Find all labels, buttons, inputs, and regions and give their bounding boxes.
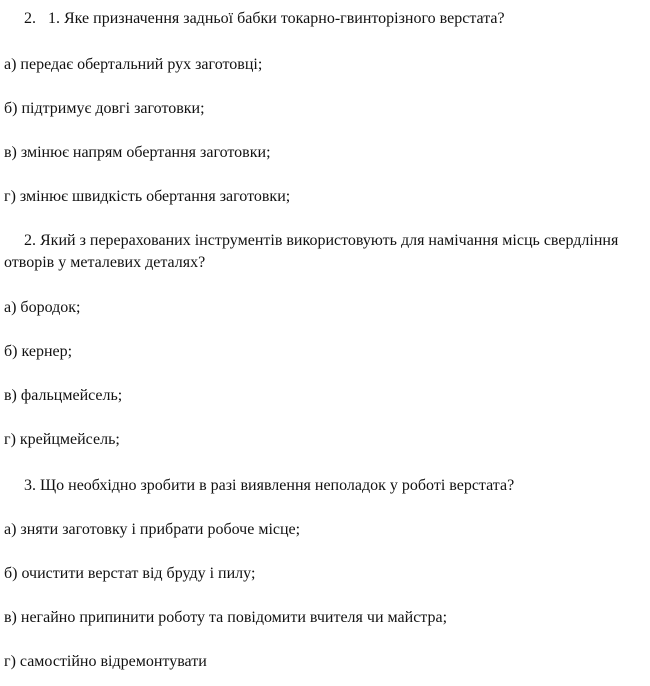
question-1-option-a: а) передає обертальний рух заготовці; xyxy=(4,56,263,73)
question-1: 2. 1. Яке призначення задньої бабки токарно-гвинторізного верстата? xyxy=(24,10,505,27)
question-1-option-c: в) змінює напрям обертання заготовки; xyxy=(4,144,271,161)
question-2-option-b: б) кернер; xyxy=(4,343,73,360)
question-3-option-b: б) очистити верстат від бруду і пилу; xyxy=(4,565,256,582)
question-1-option-d: г) змінює швидкість обертання заготовки; xyxy=(4,188,291,205)
question-3-option-d: г) самостійно відремонтувати xyxy=(4,653,207,670)
question-3-option-c: в) негайно припинити роботу та повідомити вчителя чи майстра; xyxy=(4,609,448,626)
question-3: 3. Що необхідно зробити в разі виявлення неполадок у роботі верстата? xyxy=(24,477,515,494)
question-2: 2. Який з перерахованих інструментів використовують для намічання місць свердління отворів у металевих деталях? xyxy=(4,232,619,271)
question-1-option-b: б) підтримує довгі заготовки; xyxy=(4,100,205,117)
question-2-option-a: а) бородок; xyxy=(4,299,81,316)
question-2-option-d: г) крейцмейсель; xyxy=(4,431,120,448)
question-2-option-c: в) фальцмейсель; xyxy=(4,387,123,404)
question-3-option-a: а) зняти заготовку і прибрати робоче місце; xyxy=(4,521,301,538)
